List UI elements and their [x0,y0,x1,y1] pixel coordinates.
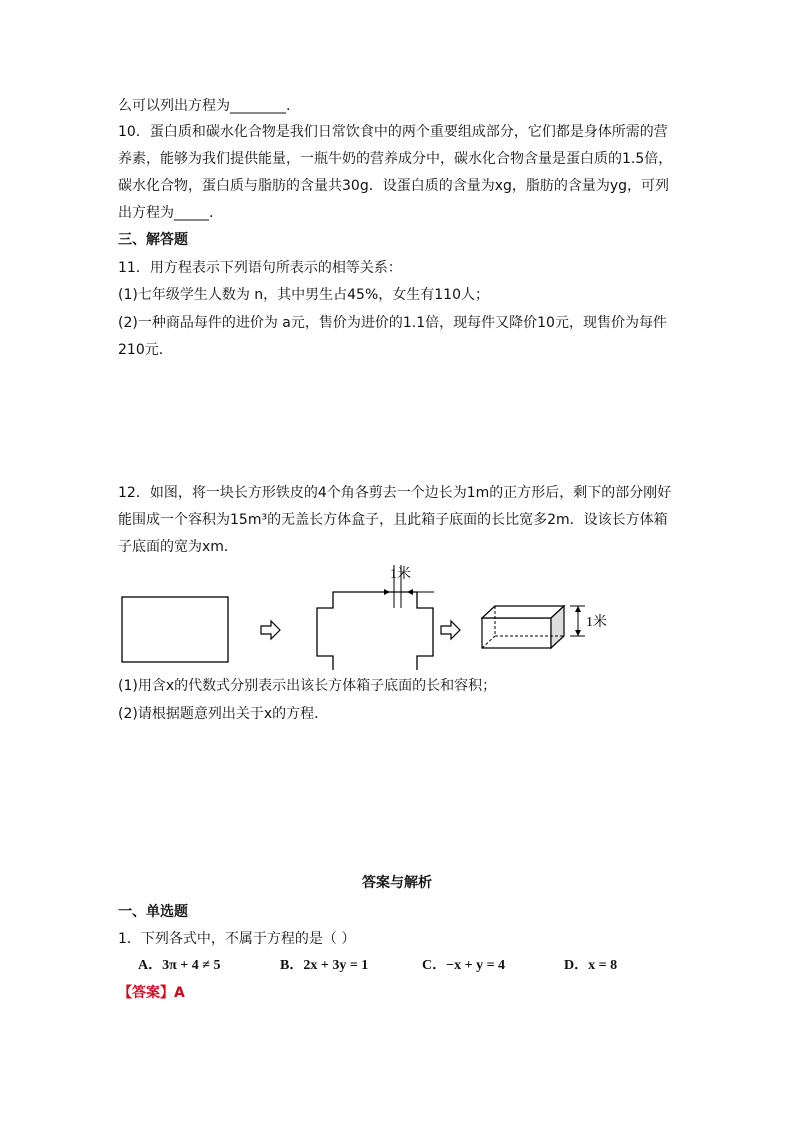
answers-title: 答案与解析 [362,875,432,891]
q11-part-2b: 210元． [118,342,173,358]
section-heading-solve: 三、解答题 [118,232,188,248]
answers-section-heading: 一、单选题 [118,904,188,920]
cut-sheet-shape [317,592,433,670]
answer-q1-result: 【答案】A [118,985,185,1001]
option-d: D．x = 8 [564,958,618,973]
q10-line-4: 出方程为_____． [118,205,223,221]
arrow-right-icon [261,621,280,639]
q12-line-3: 子底面的宽为xm． [118,539,238,555]
cut-size-label: 1米 [390,567,411,582]
q9-tail: 么可以列出方程为________. [118,98,291,114]
q11-stem: 11．用方程表示下列语句所表示的相等关系： [118,260,402,276]
q12-line-2: 能围成一个容积为15m³的无盖长方体盒子，且此箱子底面的长比宽多2m．设该长方体箱 [118,512,668,528]
q12-line-1: 12．如图，将一块长方形铁皮的4个角各剪去一个边长为1m的正方形后，剩下的部分刚好 [118,485,672,501]
q12-figure [110,560,630,670]
arrow-right-icon [441,621,460,639]
q10-line-2: 养素，能够为我们提供能量，一瓶牛奶的营养成分中，碳水化合物含量是蛋白质的1.5倍， [118,151,673,167]
q12-part-2: (2)请根据题意列出关于x的方程． [118,706,329,722]
option-c: C．−x + y = 4 [422,958,506,973]
q10-line-1: 10．蛋白质和碳水化合物是我们日常饮食中的两个重要组成部分，它们都是身体所需的营 [118,124,668,140]
option-a: A．3π + 4 ≠ 5 [138,958,221,973]
option-b: B．2x + 3y = 1 [280,958,369,973]
open-box-figure [482,606,564,648]
answer-q1-stem: 1．下列各式中，不属于方程的是（ ） [118,931,356,947]
q11-part-1: (1)七年级学生人数为 n，其中男生占45%，女生有110人； [118,287,489,303]
sheet-rectangle [122,597,228,662]
q11-part-2a: (2)一种商品每件的进价为 a元，售价为进价的1.1倍，现每件又降价10元，现售价为每件 [118,315,667,331]
q10-line-3: 碳水化合物，蛋白质与脂肪的含量共30g．设蛋白质的含量为xg，脂肪的含量为yg，可列 [118,178,670,194]
box-height-label: 1米 [586,615,607,630]
answer-q1-options [138,956,706,976]
q12-part-1: (1)用含x的代数式分别表示出该长方体箱子底面的长和容积； [118,678,497,694]
